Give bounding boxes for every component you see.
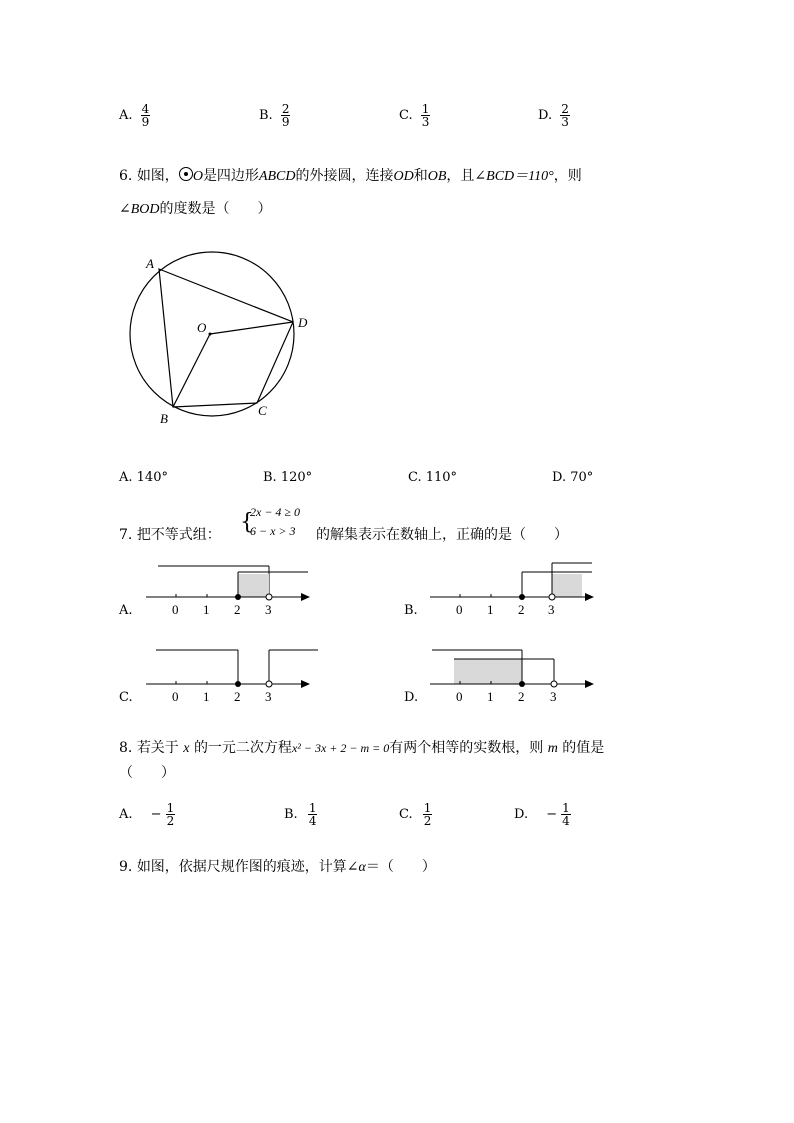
q6-option-c: C. 110° — [408, 470, 458, 485]
svg-text:2: 2 — [518, 602, 525, 617]
q8-option-a: A. − $\frac{1}{2}$ — [119, 801, 175, 828]
number-line-c — [140, 644, 320, 706]
fraction: $\frac{1}{2}$ — [423, 801, 432, 828]
number-line-b — [424, 558, 604, 620]
question-7-suffix: 的解集表示在数轴上，正确的是（ ） — [316, 527, 568, 543]
svg-text:0: 0 — [172, 602, 179, 617]
q6-option-a: A. 140° — [119, 470, 168, 485]
svg-text:2: 2 — [234, 602, 241, 617]
svg-text:0: 0 — [172, 689, 179, 704]
q6-option-b: B. 120° — [263, 470, 313, 485]
option-label: C. — [399, 108, 413, 123]
q7-option-d-label: D. — [404, 690, 419, 705]
option-label: B. — [259, 108, 273, 123]
q7-option-c-label: C. — [119, 690, 133, 705]
question-number: 6. — [119, 168, 133, 184]
q7-option-a-label: A. — [119, 603, 133, 618]
label-a: A — [146, 256, 154, 271]
brace-symbol: { — [240, 510, 254, 535]
segment-od — [210, 322, 293, 334]
circle-dot-icon — [179, 167, 193, 181]
fraction: $\frac{2}{3}$ — [561, 102, 569, 129]
option-label: D. — [538, 108, 553, 123]
question-6-line-2: ∠BOD的度数是（ ） — [119, 201, 272, 217]
svg-text:2: 2 — [234, 689, 241, 704]
svg-text:3: 3 — [548, 602, 555, 617]
question-8-line-2: （ ） — [119, 765, 175, 781]
label-d: D — [298, 315, 308, 330]
question-6-line-1: 6. 如图， O是四边形ABCD的外接圆，连接OD和OB，且∠BCD＝110°，则 — [119, 168, 582, 184]
svg-text:3: 3 — [265, 689, 272, 704]
q5-option-c — [399, 103, 430, 128]
fraction: $\frac{1}{2}$ — [166, 801, 175, 828]
quadrilateral-abcd — [159, 269, 293, 407]
svg-text:2: 2 — [518, 689, 525, 704]
svg-text:1: 1 — [203, 689, 210, 704]
q8-option-b: B. $\frac{1}{4}$ — [284, 801, 317, 828]
fraction: $\frac{4}{9}$ — [141, 102, 150, 129]
circle-quadrilateral-figure — [120, 250, 310, 430]
center-point — [209, 333, 212, 336]
q8-option-c: C. $\frac{1}{2}$ — [399, 801, 432, 828]
q5-option-b — [259, 103, 290, 128]
svg-text:1: 1 — [203, 602, 210, 617]
q6-option-d: D. 70° — [552, 470, 594, 485]
q8-option-d: D. − $\frac{1}{4}$ — [514, 801, 570, 828]
number-line-a — [140, 558, 320, 620]
label-c: C — [258, 403, 267, 418]
question-9: 9. 如图，依据尺规作图的痕迹，计算∠α＝（ ） — [119, 859, 436, 875]
question-7-number: 7. 把不等式组： — [119, 527, 221, 543]
svg-text:1: 1 — [487, 689, 494, 704]
label-b: B — [160, 411, 168, 426]
question-8-line-1: 8. 若关于 x 的一元二次方程x² − 3x + 2 − m = 0有两个相等的实数根，则 m 的值是 — [119, 740, 605, 756]
q5-option-d — [538, 103, 570, 128]
segment-ob — [173, 334, 210, 407]
svg-text:0: 0 — [456, 602, 463, 617]
q7-option-b-label: B. — [404, 603, 418, 618]
q5-option-a — [119, 103, 150, 128]
number-line-d — [424, 644, 604, 706]
fraction: $\frac{2}{9}$ — [281, 102, 290, 129]
svg-text:1: 1 — [487, 602, 494, 617]
label-o: O — [197, 320, 207, 335]
svg-text:3: 3 — [265, 602, 272, 617]
option-label: A. — [119, 108, 133, 123]
inequality-1: 2x − 4 ≥ 0 — [250, 505, 301, 519]
inequality-2: 6 − x > 3 — [250, 524, 296, 538]
svg-text:3: 3 — [550, 689, 557, 704]
fraction: $\frac{1}{3}$ — [421, 102, 430, 129]
svg-text:0: 0 — [456, 689, 463, 704]
fraction: $\frac{1}{4}$ — [562, 801, 570, 828]
fraction: $\frac{1}{4}$ — [308, 801, 317, 828]
